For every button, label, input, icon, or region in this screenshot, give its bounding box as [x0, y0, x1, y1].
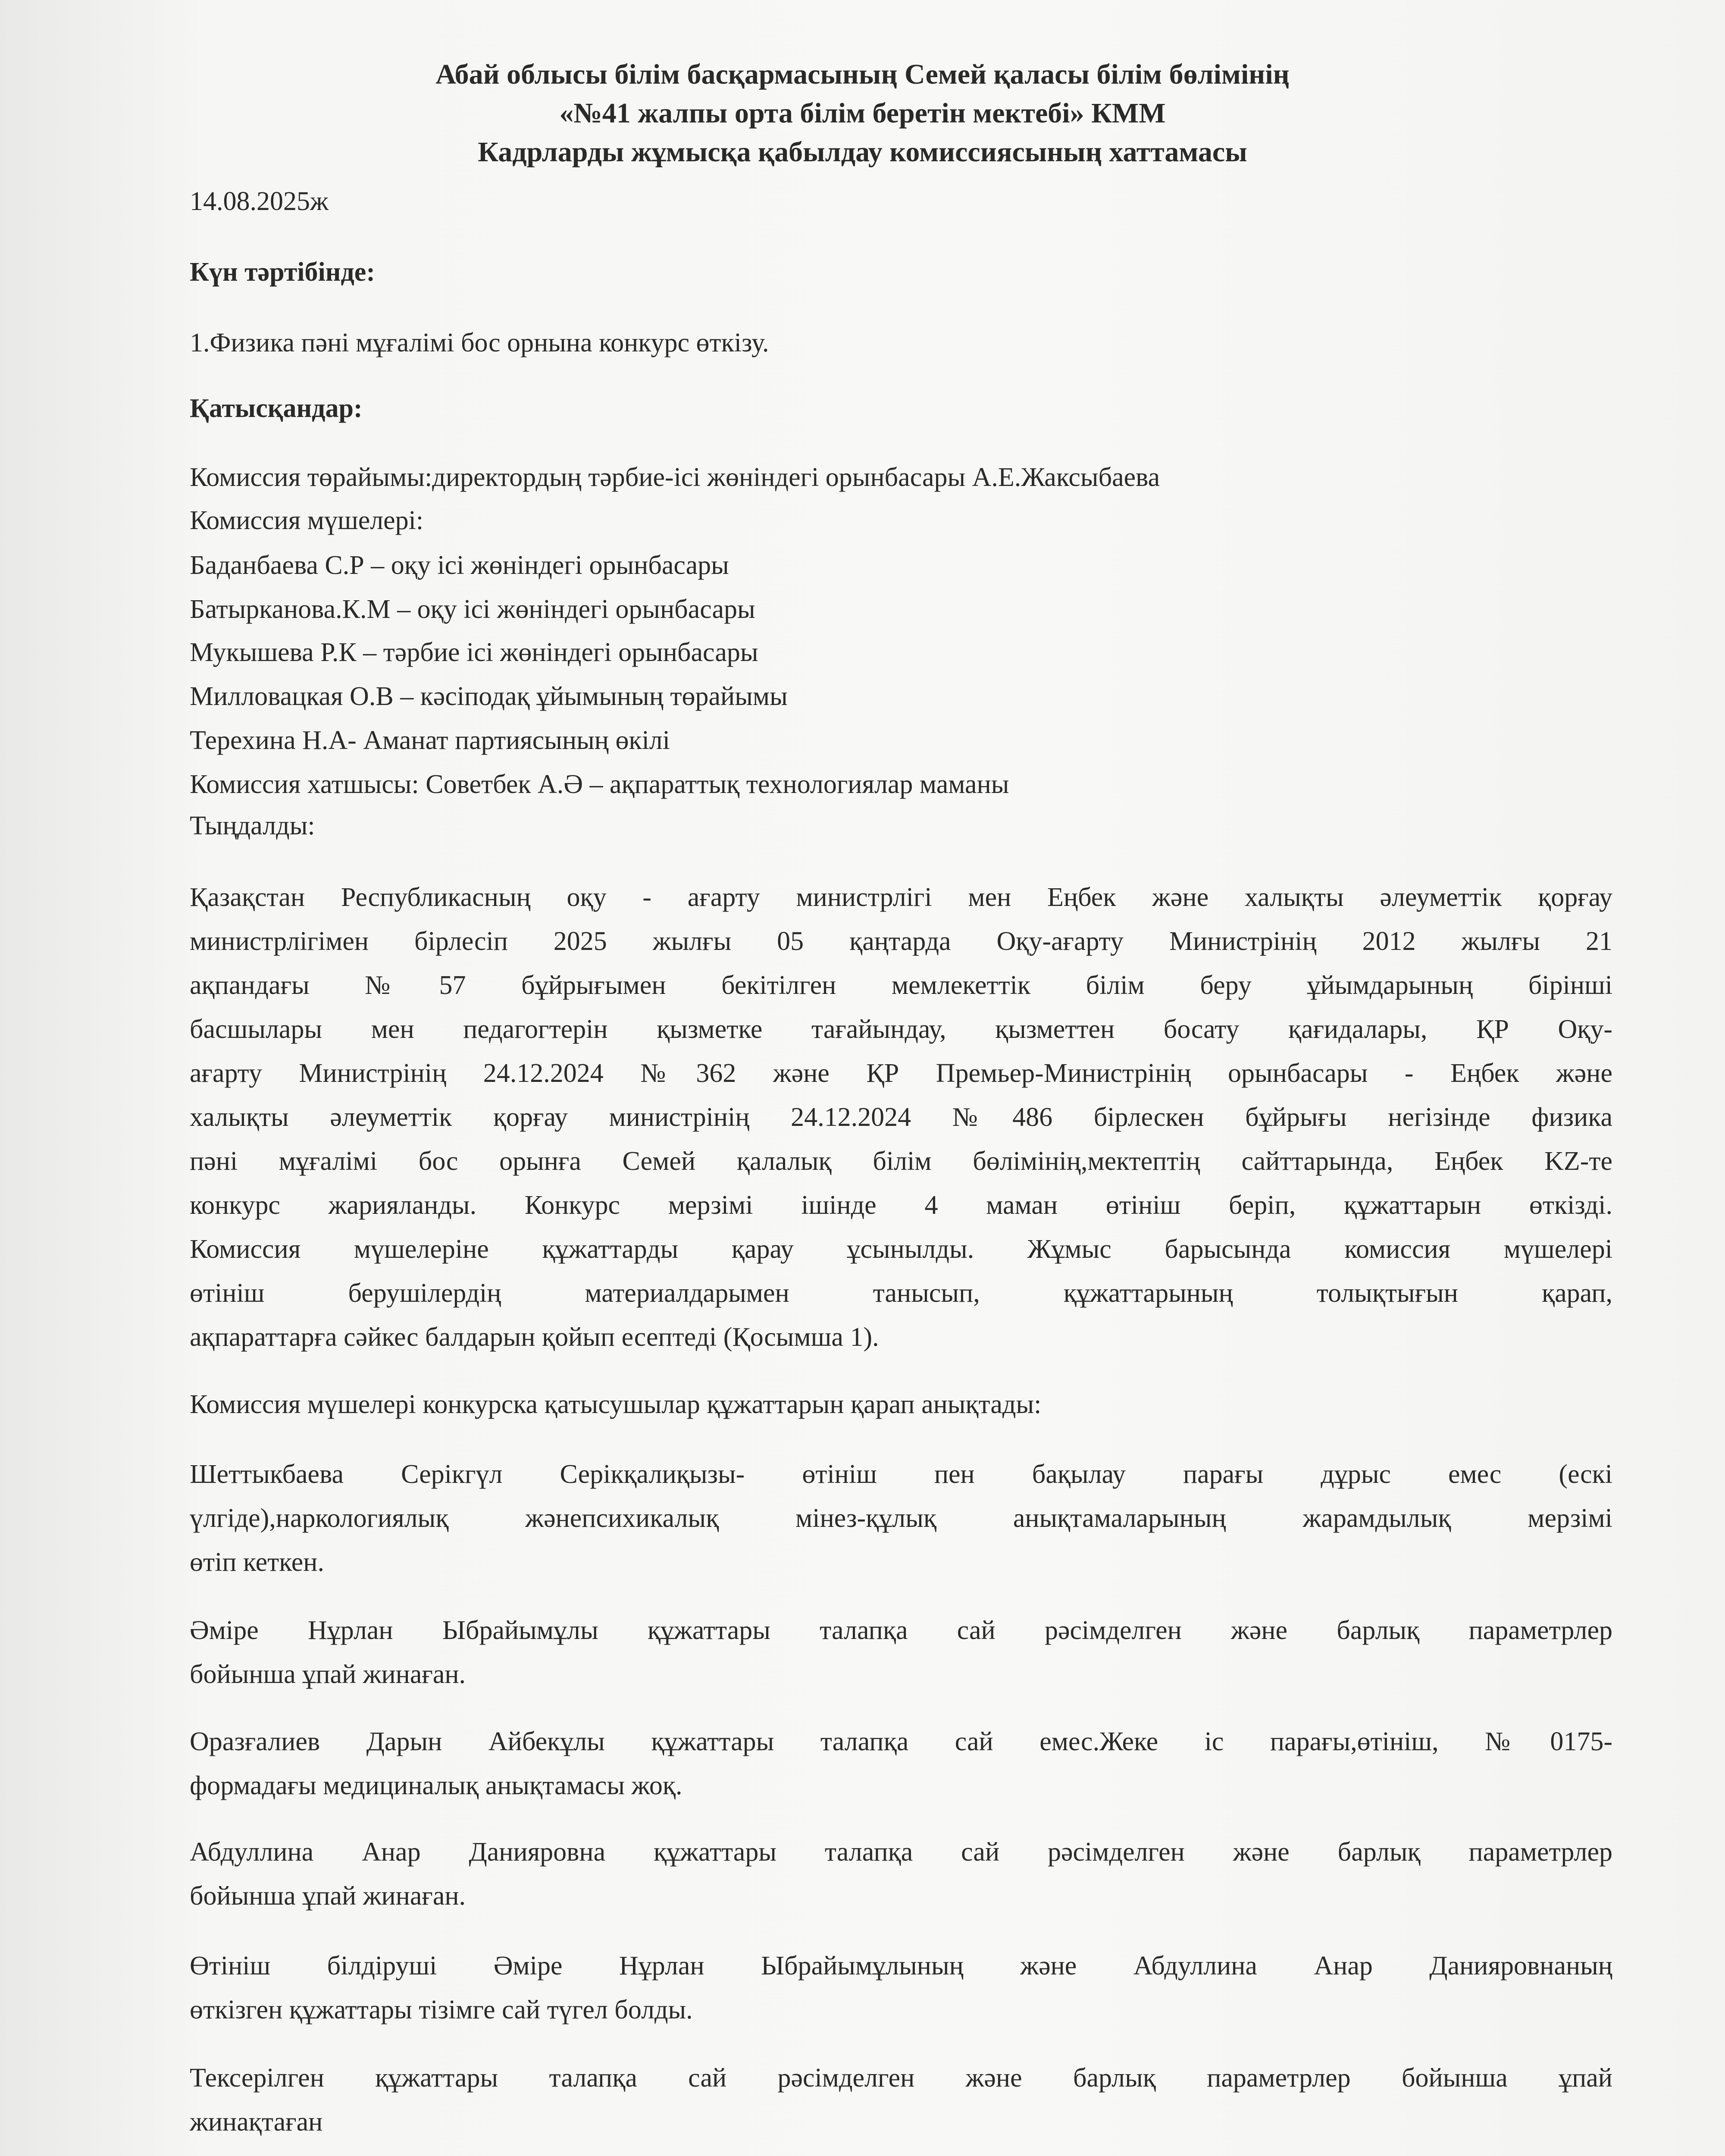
paragraph-verified	[190, 2056, 1612, 2144]
participant-line: Комиссия төрайымы:директордың тәрбие-ісі жөніндегі орынбасары А.Е.Жаксыбаева	[190, 463, 1160, 492]
paragraph-applicant-2	[190, 1608, 1612, 1696]
document-date: 14.08.2025ж	[190, 187, 329, 216]
text-line: Шеттыкбаева Серікгүл Серікқалиқызы- өтініш пен бақылау парағы дұрыс емес (ескі	[190, 1460, 1612, 1489]
text-line: Өтініш білдіруші Әміре Нұрлан Ыбрайымұлының және Абдуллина Анар Данияровнаның	[190, 1951, 1612, 1981]
text-line: конкурс жарияланды. Конкурс мерзімі ішінде 4 маман өтініш беріп, құжаттарын өткізді.	[190, 1191, 1612, 1220]
participant-line: Комиссия хатшысы: Советбек А.Ә – ақпараттық технологиялар маманы	[190, 770, 1009, 799]
participant-line: Тыңдалды:	[190, 811, 315, 840]
header-line-2: «№41 жалпы орта білім беретін мектебі» КММ	[559, 97, 1166, 129]
header-line-1: Абай облысы білім басқармасының Семей қаласы білім бөлімінің	[435, 59, 1290, 90]
participant-line: Баданбаева С.Р – оқу ісі жөніндегі орынбасары	[190, 551, 729, 580]
document-header	[0, 55, 1725, 172]
text-line: Комиссия мүшелеріне құжаттарды қарау ұсынылды. Жұмыс барысында комиссия мүшелері	[190, 1235, 1612, 1264]
participant-line: Батырканова.К.М – оқу ісі жөніндегі орынбасары	[190, 595, 755, 624]
participant-line: Мукышева Р.К – тәрбие ісі жөніндегі орынбасары	[190, 638, 758, 667]
text-line: өтініш берушілердің материалдарымен танысып, құжаттарының толықтығын қарап,	[190, 1279, 1612, 1308]
text-line: Әміре Нұрлан Ыбрайымұлы құжаттары талапқа сай рәсімделген және барлық параметрлер	[190, 1616, 1612, 1645]
paragraph-documents-complete	[190, 1944, 1612, 2032]
header-line-3: Кадрларды жұмысқа қабылдау комиссиясының хаттамасы	[478, 136, 1247, 168]
participant-line: Терехина Н.А- Аманат партиясының өкілі	[190, 726, 670, 755]
text-line: Оразғалиев Дарын Айбекұлы құжаттары талапқа сай емес.Жеке іс парағы,өтініш, №0175-	[190, 1727, 1612, 1756]
paragraph-review: Комиссия мүшелері конкурска қатысушылар құжаттарын қарап анықтады:	[190, 1390, 1042, 1419]
text-line: жинақтаған	[190, 2107, 323, 2137]
text-line: ағарту Министрінің 24.12.2024 №362 және ҚР Премьер-Министрінің орынбасары - Еңбек және	[190, 1059, 1612, 1088]
participant-line: Милловацкая О.В – кәсіподақ ұйымының төрайымы	[190, 682, 788, 711]
agenda-item: 1.Физика пәні мұғалімі бос орнына конкурс өткізу.	[190, 328, 769, 357]
paragraph-applicant-3	[190, 1720, 1612, 1808]
text-line: бойынша ұпай жинаған.	[190, 1881, 466, 1911]
paragraph-applicant-1	[190, 1452, 1612, 1584]
paragraph-applicant-4	[190, 1830, 1612, 1918]
text-line: халықты әлеуметтік қорғау министрінің 24.12.2024 №486 бірлескен бұйрығы негізінде физика	[190, 1103, 1612, 1132]
text-line: басшылары мен педагогтерін қызметке тағайындау, қызметтен босату қағидалары, ҚР Оқу-	[190, 1015, 1612, 1044]
paragraph-announcement	[190, 875, 1612, 1359]
text-line: өтіп кеткен.	[190, 1548, 324, 1577]
participant-line: Комиссия мүшелері:	[190, 506, 424, 535]
text-line: ақпандағы №57 бұйрығымен бекітілген мемлекеттік білім беру ұйымдарының бірінші	[190, 971, 1612, 1000]
text-line: үлгіде),наркологиялық жәнепсихикалық мінез-құлық анықтамаларының жарамдылық мерзімі	[190, 1504, 1612, 1533]
text-line: Тексерілген құжаттары талапқа сай рәсімделген және барлық параметрлер бойынша ұпай	[190, 2063, 1612, 2093]
agenda-title: Күн тәртібінде:	[190, 257, 375, 287]
text-line: формадағы медициналық анықтамасы жоқ.	[190, 1771, 682, 1800]
participants-title: Қатысқандар:	[190, 394, 363, 423]
text-line: өткізген құжаттары тізімге сай түгел болды.	[190, 1995, 693, 2024]
text-line: ақпараттарға сәйкес балдарын қойып есептеді (Қосымша 1).	[190, 1322, 879, 1352]
text-line: Абдуллина Анар Данияровна құжаттары талапқа сай рәсімделген және барлық параметрлер	[190, 1837, 1612, 1867]
text-line: бойынша ұпай жинаған.	[190, 1660, 466, 1689]
text-line: пәні мұғалімі бос орынға Семей қалалық білім бөлімінің,мектептің сайттарында, Еңбек KZ-те	[190, 1147, 1612, 1176]
text-line: Қазақстан Республикасның оқу - ағарту министрлігі мен Еңбек және халықты әлеуметтік қорғау	[190, 883, 1612, 912]
text-line: министрлігімен бірлесіп 2025 жылғы 05 қаңтарда Оқу-ағарту Министрінің 2012 жылғы 21	[190, 927, 1612, 956]
